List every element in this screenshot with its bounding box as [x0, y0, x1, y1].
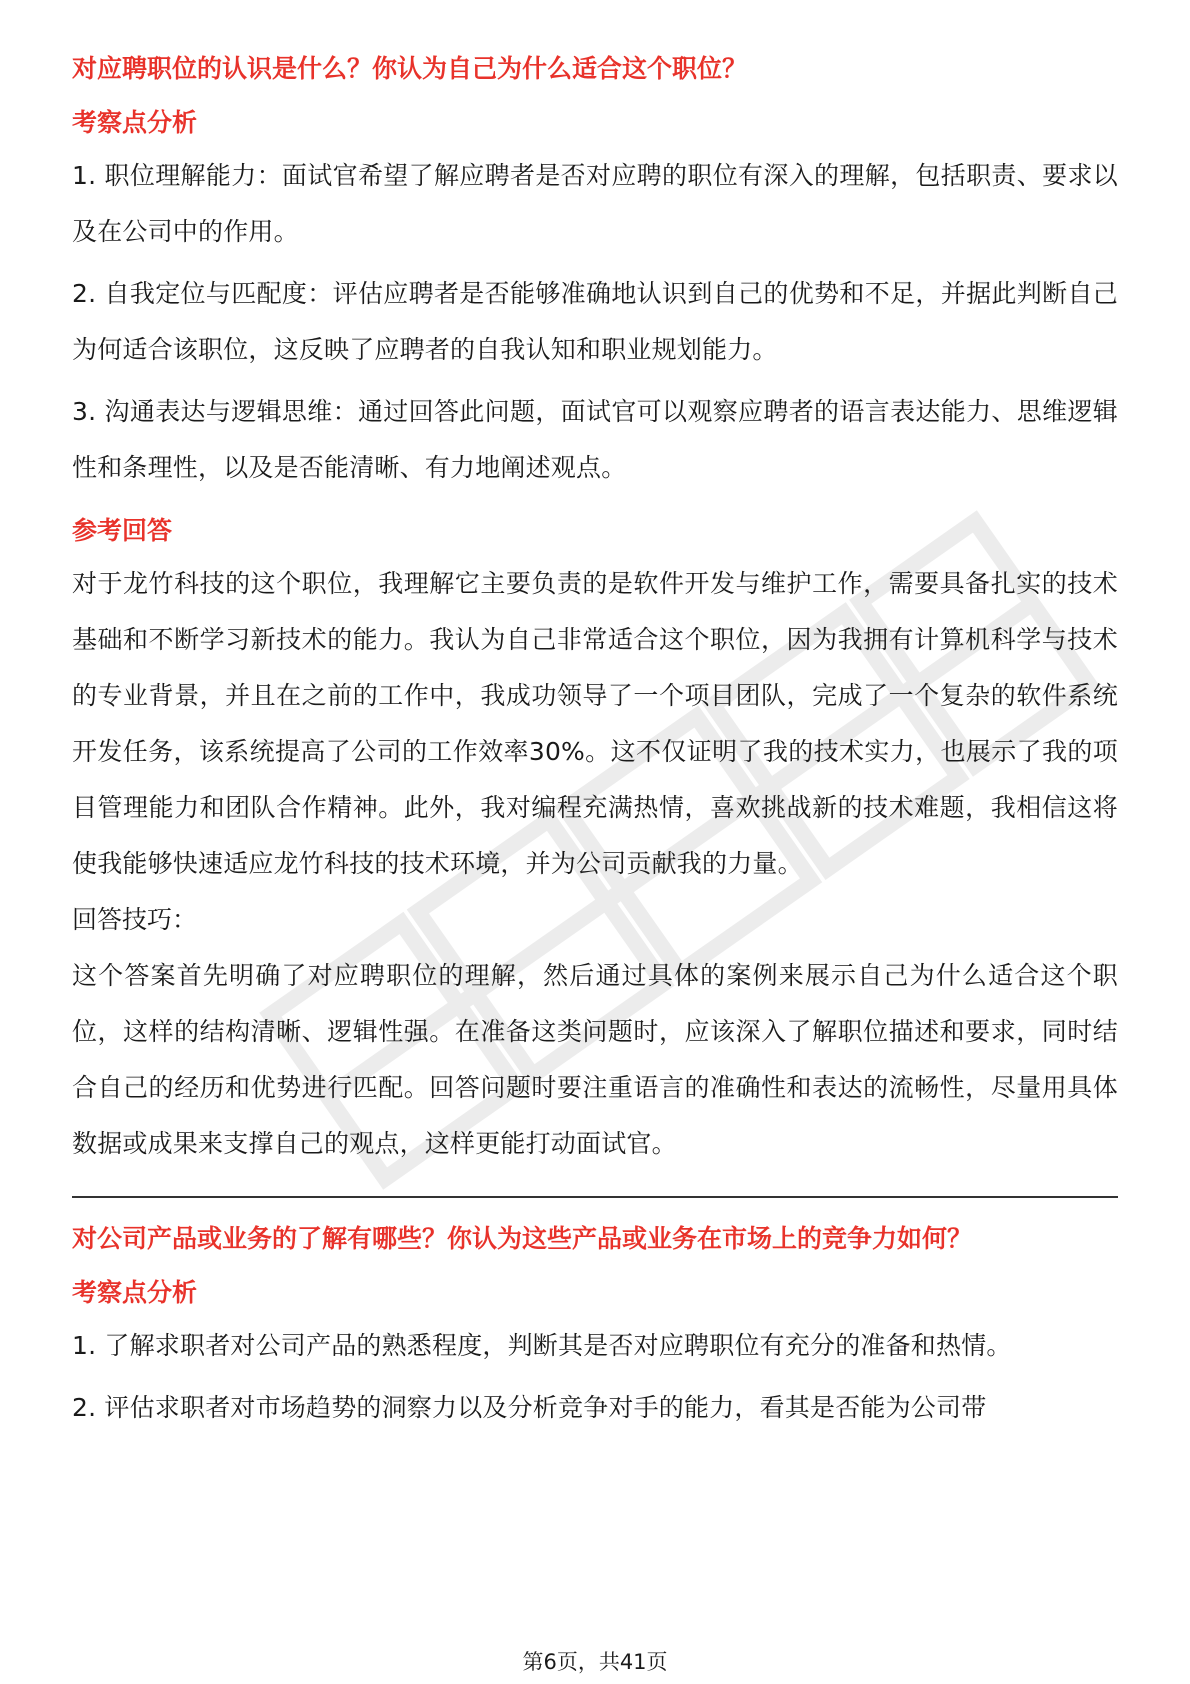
tips-heading: 回答技巧： [72, 905, 198, 934]
main-content [72, 40, 1118, 1436]
analysis-point: 1. 职位理解能力：面试官希望了解应聘者是否对应聘的职位有深入的理解，包括职责、要求以及在公司中的作用。 [72, 161, 1118, 246]
analysis-heading: 考察点分析 [72, 108, 198, 137]
analysis-point: 2. 自我定位与匹配度：评估应聘者是否能够准确地认识到自己的优势和不足，并据此判断自己为何适合该职位，这反映了应聘者的自我认知和职业规划能力。 [72, 279, 1118, 364]
reference-heading: 参考回答 [72, 516, 173, 545]
analysis-point: 1. 了解求职者对公司产品的熟悉程度，判断其是否对应聘职位有充分的准备和热情。 [72, 1331, 1012, 1360]
reference-answer: 对于龙竹科技的这个职位，我理解它主要负责的是软件开发与维护工作，需要具备扎实的技术基础和不断学习新技术的能力。我认为自己非常适合这个职位，因为我拥有计算机科学与技术的专业背景，并且在之前的工作中，我成功领导了一个项目团队，完成了一个复杂的软件系统开发任务，该系统提高了公司的工作效率30%。这不仅证明了我的技术实力，也展示了我的项目管理能力和团队合作精神。此外，我对编程充满热情，喜欢挑战新的技术难题，我相信这将使我能够快速适应龙竹科技的技术环境，并为公司贡献我的力量。 [72, 569, 1118, 878]
question-title: 对公司产品或业务的了解有哪些？你认为这些产品或业务在市场上的竞争力如何？ [72, 1224, 973, 1253]
section-divider [72, 1196, 1118, 1198]
question-section-1 [72, 40, 1118, 1172]
question-section-2 [72, 1210, 1118, 1436]
question-title: 对应聘职位的认识是什么？你认为自己为什么适合这个职位？ [72, 54, 748, 83]
analysis-point: 2. 评估求职者对市场趋势的洞察力以及分析竞争对手的能力，看其是否能为公司带 [72, 1393, 987, 1422]
analysis-heading: 考察点分析 [72, 1278, 198, 1307]
page-number: 第6页，共41页 [522, 1650, 668, 1674]
analysis-point: 3. 沟通表达与逻辑思维：通过回答此问题，面试官可以观察应聘者的语言表达能力、思维逻辑性和条理性，以及是否能清晰、有力地阐述观点。 [72, 397, 1118, 482]
tips-text: 这个答案首先明确了对应聘职位的理解，然后通过具体的案例来展示自己为什么适合这个职位，这样的结构清晰、逻辑性强。在准备这类问题时，应该深入了解职位描述和要求，同时结合自己的经历和优势进行匹配。回答问题时要注重语言的准确性和表达的流畅性，尽量用具体数据或成果来支撑自己的观点，这样更能打动面试官。 [72, 961, 1118, 1158]
